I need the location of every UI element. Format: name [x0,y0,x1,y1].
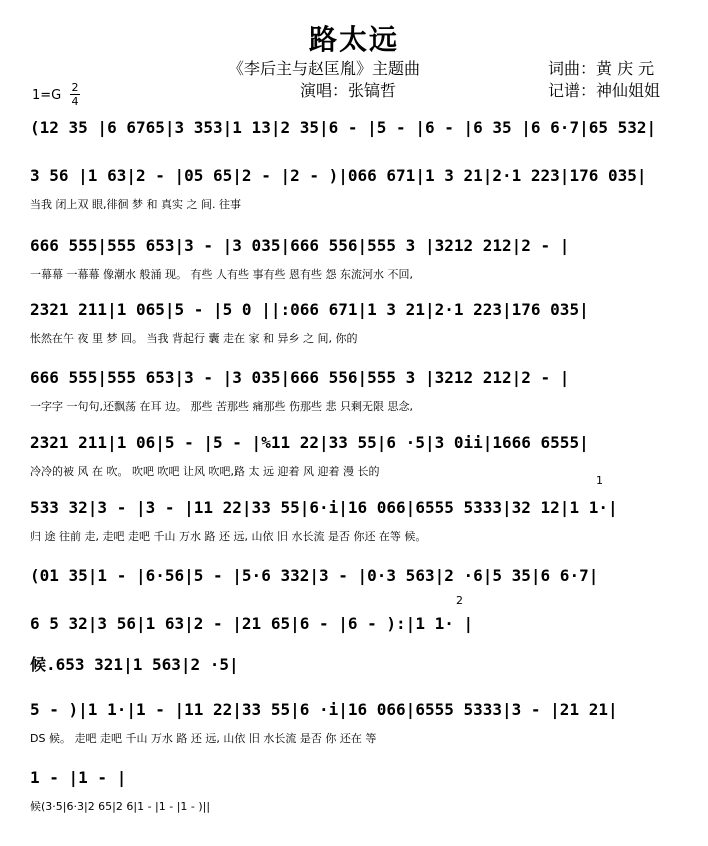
lyricist-credit: 词曲：黄 庆 元 [548,59,655,78]
score-line [0,300,708,368]
notation-line: (12 35 |6 6765|3 353|1 13|2 35|6 - |5 - |6 - |6 35 |6 6·7|65 532| [30,118,657,137]
score-line [0,166,708,234]
notation-line: 666 555|555 653|3 - |3 035|666 556|555 3 |3212 212|2 - | [30,236,570,255]
score-line [0,433,708,501]
lyrics-line: 当我 闭上双 眼,徘徊 梦 和 真实 之 间. 往事 [30,198,241,211]
lyrics-line: 冷冷的被 风 在 吹。 吹吧 吹吧 让风 吹吧,路 太 远 迎着 风 迎着 漫 长的 [30,465,380,478]
key-signature: 1=G [32,88,62,103]
time-signature-top: 2 [71,81,79,94]
notation-line: 5 - )|1 1·|1 - |11 22|33 55|6 ·i|16 066|6555 5333|3 - |21 21| [30,700,618,719]
transcriber-credit: 记谱：神仙姐姐 [548,81,661,100]
notation-line: 2321 211|1 065|5 - |5 0 ||:066 671|1 3 21|2·1 223|176 035| [30,300,589,319]
score-line [0,236,708,304]
song-title: 路太远 [308,23,399,56]
lyrics-line: DS 候。 走吧 走吧 千山 万水 路 还 远, 山依 旧 水长流 是否 你 还在 等 [30,732,377,745]
notation-line: 6 5 32|3 56|1 63|2 - |21 65|6 - |6 - ):|1 1· | [30,614,474,633]
score-line [0,498,708,566]
notation-line: 666 555|555 653|3 - |3 035|666 556|555 3 |3212 212|2 - | [30,368,570,387]
notation-line: 2321 211|1 06|5 - |5 - |%11 22|33 55|6 ·5|3 0ii|1666 6555| [30,433,589,452]
volta-2-label: 2 [456,594,463,607]
lyrics-line: 归 途 往前 走, 走吧 走吧 千山 万水 路 还 远, 山依 旧 水长流 是否 你还 在等 候。 [30,530,427,543]
time-signature-bottom: 4 [71,95,79,108]
lyrics-line: 候(3·5|6·3|2 65|2 6|1 - |1 - |1 - )|| [30,800,211,813]
time-signature [70,82,80,107]
notation-line: 1 - |1 - | [30,768,127,787]
notation-line: 候.653 321|1 563|2 ·5| [30,655,239,674]
lyrics-line: 怅然在午 夜 里 梦 回。 当我 背起行 囊 走在 家 和 异乡 之 间, 你的 [30,332,358,345]
lyrics-line: 一幕幕 一幕幕 像潮水 般涌 现。 有些 人有些 事有些 恩有些 怨 东流河水 不回, [30,268,413,281]
notation-line: (01 35|1 - |6·56|5 - |5·6 332|3 - |0·3 563|2 ·6|5 35|6 6·7| [30,566,599,585]
singer-credit: 演唱：张镐哲 [300,81,397,100]
score-line [0,700,708,768]
score-line [0,368,708,436]
lyrics-line: 一字字 一句句,还飘荡 在耳 边。 那些 苦那些 痛那些 伤那些 悲 只剩无限 思念, [30,400,413,413]
song-subtitle: 《李后主与赵匡胤》主题曲 [228,59,421,78]
notation-line: 3 56 |1 63|2 - |05 65|2 - |2 - )|066 671|1 3 21|2·1 223|176 035| [30,166,647,185]
score-line [0,768,708,836]
notation-line: 533 32|3 - |3 - |11 22|33 55|6·i|16 066|6555 5333|32 12|1 1·| [30,498,618,517]
volta-1-label: 1 [596,474,603,487]
